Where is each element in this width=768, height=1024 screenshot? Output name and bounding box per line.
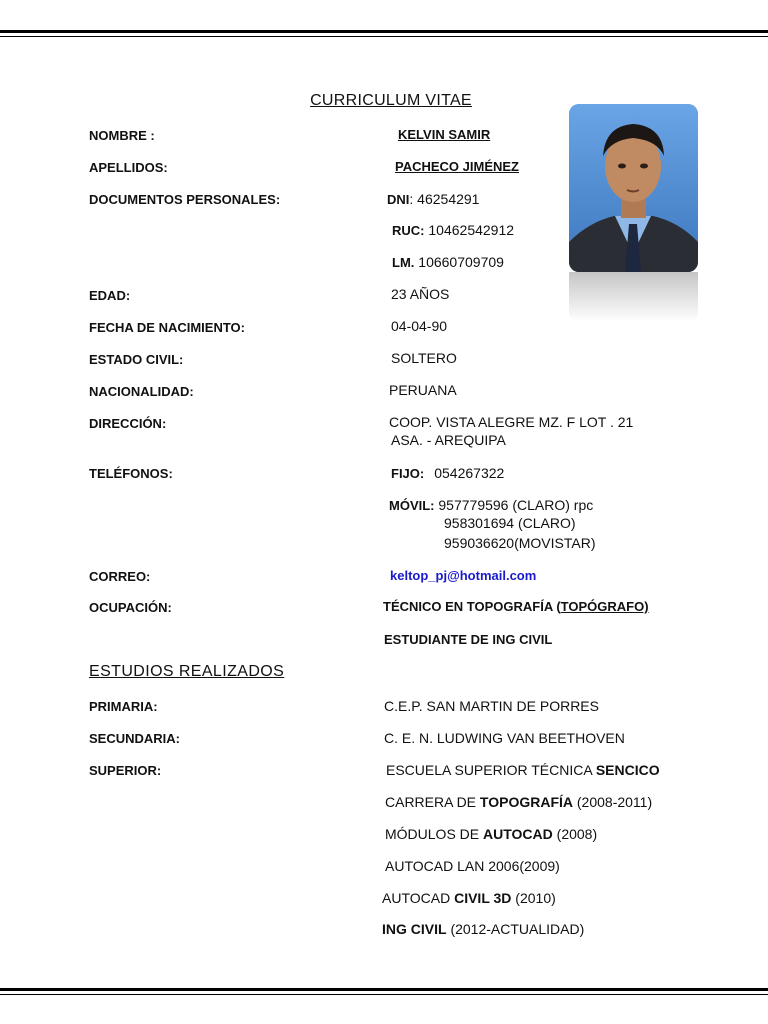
nombre-value: KELVIN SAMIR xyxy=(398,127,491,142)
estudios-heading: ESTUDIOS REALIZADOS xyxy=(89,663,285,680)
page-title: CURRICULUM VITAE xyxy=(310,92,472,109)
lm-value: 10660709709 xyxy=(414,254,504,270)
superior-5-text: AUTOCAD xyxy=(382,890,455,906)
superior-6-bold: ING CIVIL xyxy=(382,921,447,937)
documentos-label: DOCUMENTOS PERSONALES: xyxy=(89,192,281,207)
ocupacion-label: OCUPACIÓN: xyxy=(89,600,172,615)
superior-3-bold: AUTOCAD xyxy=(483,826,553,842)
secundaria-label: SECUNDARIA: xyxy=(89,731,180,746)
superior-6-years: (2012-ACTUALIDAD) xyxy=(446,921,585,937)
movil-line xyxy=(389,497,593,513)
fijo-line xyxy=(391,465,504,481)
superior-3-years: (2008) xyxy=(552,826,598,842)
ruc-value: 10462542912 xyxy=(424,222,515,238)
top-rule-thin xyxy=(0,36,768,37)
fijo-label: FIJO: xyxy=(391,466,425,481)
ocupacion-2: ESTUDIANTE DE ING CIVIL xyxy=(384,632,553,647)
lm-label: LM. xyxy=(392,255,415,270)
ruc-label: RUC: xyxy=(392,223,425,238)
superior-4: AUTOCAD LAN 2006(2009) xyxy=(385,858,560,874)
secundaria-value: C. E. N. LUDWING VAN BEETHOVEN xyxy=(384,730,625,746)
superior-5-bold: CIVIL 3D xyxy=(454,890,512,906)
telefonos-label: TELÉFONOS: xyxy=(89,466,173,481)
fijo-value: 054267322 xyxy=(434,465,505,481)
lm-line xyxy=(392,254,504,270)
ruc-line xyxy=(392,222,514,238)
portrait-image xyxy=(569,104,698,272)
superior-3-text: MÓDULOS DE xyxy=(385,826,484,842)
apellidos-label: APELLIDOS: xyxy=(89,160,168,175)
nombre-label: NOMBRE : xyxy=(89,128,155,143)
superior-1 xyxy=(386,762,660,778)
edad-label: EDAD: xyxy=(89,288,131,303)
profile-photo xyxy=(569,104,698,272)
ocupacion-1-underlined: TOPÓGRAFO) xyxy=(560,599,649,614)
dni-line xyxy=(387,191,479,207)
primaria-value: C.E.P. SAN MARTIN DE PORRES xyxy=(384,698,599,714)
superior-2-bold: TOPOGRAFÍA xyxy=(479,794,573,810)
photo-reflection xyxy=(569,272,698,322)
bottom-rule-thin xyxy=(0,994,768,995)
nacionalidad-label: NACIONALIDAD: xyxy=(89,384,194,399)
primaria-label: PRIMARIA: xyxy=(89,699,158,714)
ocupacion-1-text: TÉCNICO EN TOPOGRAFÍA ( xyxy=(383,599,561,614)
correo-label: CORREO: xyxy=(89,569,151,584)
direccion-label: DIRECCIÓN: xyxy=(89,416,167,431)
direccion-line2: ASA. - AREQUIPA xyxy=(391,432,506,448)
superior-5 xyxy=(382,890,556,906)
bottom-rule xyxy=(0,988,768,991)
superior-1-text: ESCUELA SUPERIOR TÉCNICA xyxy=(386,762,596,778)
movil-label: MÓVIL: xyxy=(389,498,435,513)
superior-2-years: (2008-2011) xyxy=(573,794,653,810)
dni-value: : 46254291 xyxy=(409,191,480,207)
superior-2-text: CARRERA DE xyxy=(385,794,480,810)
superior-1-bold: SENCICO xyxy=(595,762,660,778)
fecha-label: FECHA DE NACIMIENTO: xyxy=(89,320,245,335)
estado-value: SOLTERO xyxy=(391,350,457,366)
direccion-line1: COOP. VISTA ALEGRE MZ. F LOT . 21 xyxy=(389,414,634,430)
top-rule xyxy=(0,30,768,33)
apellidos-value: PACHECO JIMÉNEZ xyxy=(395,159,519,174)
superior-3 xyxy=(385,826,597,842)
movil-1: 957779596 (CLARO) rpc xyxy=(438,497,594,513)
superior-6 xyxy=(382,921,584,937)
edad-value: 23 AÑOS xyxy=(391,286,450,302)
nacionalidad-value: PERUANA xyxy=(389,382,457,398)
superior-label: SUPERIOR: xyxy=(89,763,162,778)
movil-2: 958301694 (CLARO) xyxy=(444,515,576,531)
ocupacion-1 xyxy=(383,599,649,614)
superior-5-years: (2010) xyxy=(511,890,556,906)
estado-label: ESTADO CIVIL: xyxy=(89,352,184,367)
dni-label: DNI xyxy=(387,192,410,207)
fecha-value: 04-04-90 xyxy=(391,318,448,334)
superior-2 xyxy=(385,794,652,810)
movil-3: 959036620(MOVISTAR) xyxy=(444,535,596,551)
correo-link[interactable]: keltop_pj@hotmail.com xyxy=(390,568,537,583)
